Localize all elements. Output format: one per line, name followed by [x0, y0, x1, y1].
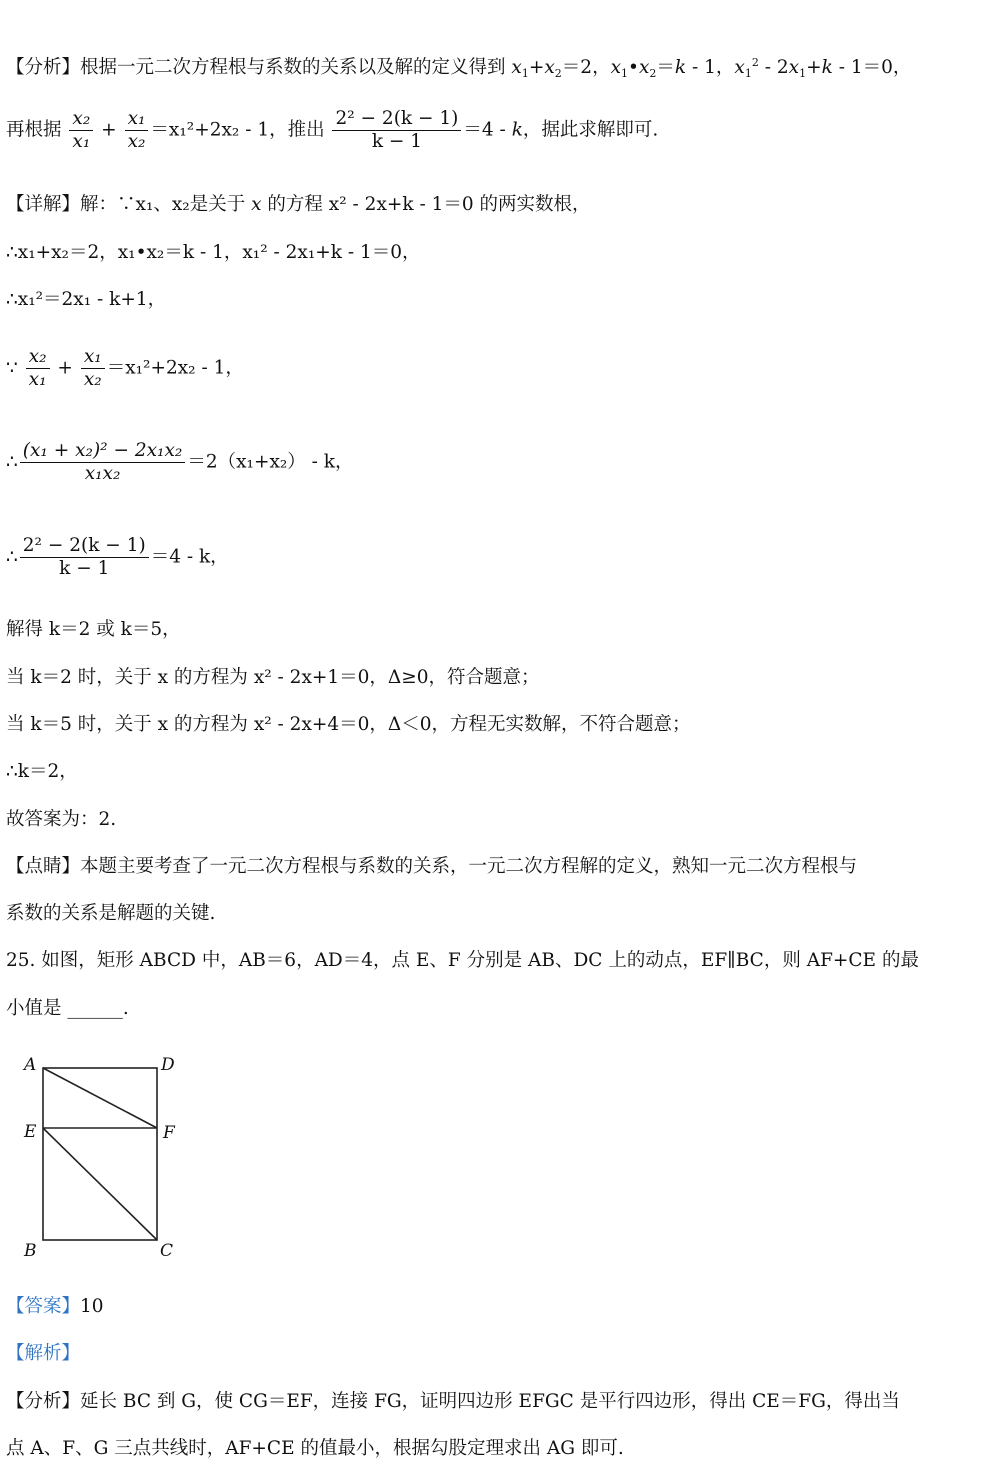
q25-analysis-line1: 【分析】延长 BC 到 G，使 CG＝EF，连接 FG，证明四边形 EFGC 是平行四边形，得出 CE＝FG，得出当: [6, 1391, 900, 1412]
q24-solve-line: 解得 k＝2 或 k＝5，: [6, 619, 181, 640]
label-c: C: [160, 1241, 174, 1261]
q25-question-line2: 小值是 ______.: [6, 998, 129, 1019]
q24-analysis-line1: 【分析】根据一元二次方程根与系数的关系以及解的定义得到 $x_1+x_2=2$，$x_1•x_2=k - 1$，$x_1^2 - 2x_1+k - 1=0$，: [6, 56, 912, 80]
fraction-x2-over-x1: $\frac{\text{x₂}}{\text{x₁}}$: [26, 346, 50, 391]
analysis-bracket: 【分析】: [6, 57, 81, 78]
segment-ec: [43, 1128, 157, 1240]
q24-case-k5: 当 k＝5 时，关于 x 的方程为 x² - 2x+4＝0，Δ＜0，方程无实数解，不符合题意；: [6, 714, 691, 735]
rectangle-abcd: [43, 1068, 157, 1240]
explain-bracket: 【解析】: [6, 1343, 81, 1364]
fraction-x1-over-x2: $\frac{\text{x₁}}{\text{x₂}}$: [125, 108, 149, 153]
q24-detail-line4: ∵ $\frac{\text{x₂}}{\text{x₁}}$ + $\frac{\text{x₁}}{\text{x₂}}$ ＝x₁²+2x₂ - 1，: [6, 346, 244, 390]
q24-detail-line2: ∴x₁+x₂＝2，x₁•x₂＝k - 1，x₁² - 2x₁+k - 1＝0，: [6, 242, 421, 263]
q25-answer-line: [6, 1294, 104, 1320]
segment-af: [43, 1068, 157, 1128]
label-e: E: [24, 1122, 37, 1142]
q24-analysis-line2: 再根据 $\frac{\text{x₂}}{\text{x₁}}$ + $\frac{\text{x₁}}{\text{x₂}}$ ＝x₁²+2x₂ - 1，推出 $\frac{\text{2² − 2(k − 1)}}{k - 1}$ ＝4 - k，据此求解即可.: [6, 108, 659, 152]
q24-detail-line5: ∴ $\frac{\text{(x₁ + x₂)² − 2x₁x₂}}{\text{x₁x₂}}$ ＝2（x₁+x₂） - k，: [6, 440, 354, 484]
label-d: D: [161, 1055, 175, 1075]
q24-comment-line1: 【点睛】本题主要考查了一元二次方程根与系数的关系，一元二次方程解的定义，熟知一元二次方程根与: [6, 856, 858, 877]
q25-analysis-line2: 点 A、F、G 三点共线时，AF+CE 的值最小，根据勾股定理求出 AG 即可.: [6, 1438, 624, 1459]
q25-question-line1: 25. 如图，矩形 ABCD 中，AB＝6，AD＝4，点 E、F 分别是 AB、DC 上的动点，EF∥BC，则 AF+CE 的最: [6, 950, 919, 971]
rectangle-figure: [18, 1048, 198, 1263]
analysis-bracket: 【分析】: [6, 1391, 81, 1412]
q24-detail-line6: ∴ $\frac{\text{2² − 2(k − 1)}}{k - 1}$ ＝4 - k，: [6, 535, 229, 579]
fraction-x2-over-x1: $\frac{\text{x₂}}{\text{x₁}}$: [69, 108, 93, 153]
fraction-k-expression: $\frac{\text{2² − 2(k − 1)}}{k - 1}$: [20, 535, 149, 580]
label-a: A: [24, 1055, 37, 1075]
q24-detail-line3: ∴x₁²＝2x₁ - k+1，: [6, 289, 167, 310]
q24-case-k2: 当 k＝2 时，关于 x 的方程为 x² - 2x+1＝0，Δ≥0，符合题意；: [6, 667, 540, 688]
fraction-sum-expression: $\frac{\text{(x₁ + x₂)² − 2x₁x₂}}{\text{x₁x₂}}$: [20, 440, 186, 485]
q24-final-answer: 故答案为：2.: [6, 809, 117, 830]
label-b: B: [24, 1241, 37, 1261]
fraction-k-expression: $\frac{\text{2² − 2(k − 1)}}{k - 1}$: [332, 108, 461, 153]
q25-answer-value: 10: [80, 1296, 104, 1317]
fraction-x1-over-x2: $\frac{\text{x₁}}{\text{x₂}}$: [81, 346, 105, 391]
q24-comment-line2: 系数的关系是解题的关键.: [6, 903, 216, 924]
detail-bracket: 【详解】: [6, 194, 81, 215]
answer-bracket: 【答案】: [6, 1296, 81, 1317]
comment-bracket: 【点睛】: [6, 856, 81, 877]
q24-conclusion: ∴k＝2，: [6, 761, 78, 782]
q24-detail-line1: 【详解】解：∵x₁、x₂是关于 x 的方程 x² - 2x+k - 1＝0 的两实数根，: [6, 194, 591, 215]
label-f: F: [163, 1123, 175, 1143]
